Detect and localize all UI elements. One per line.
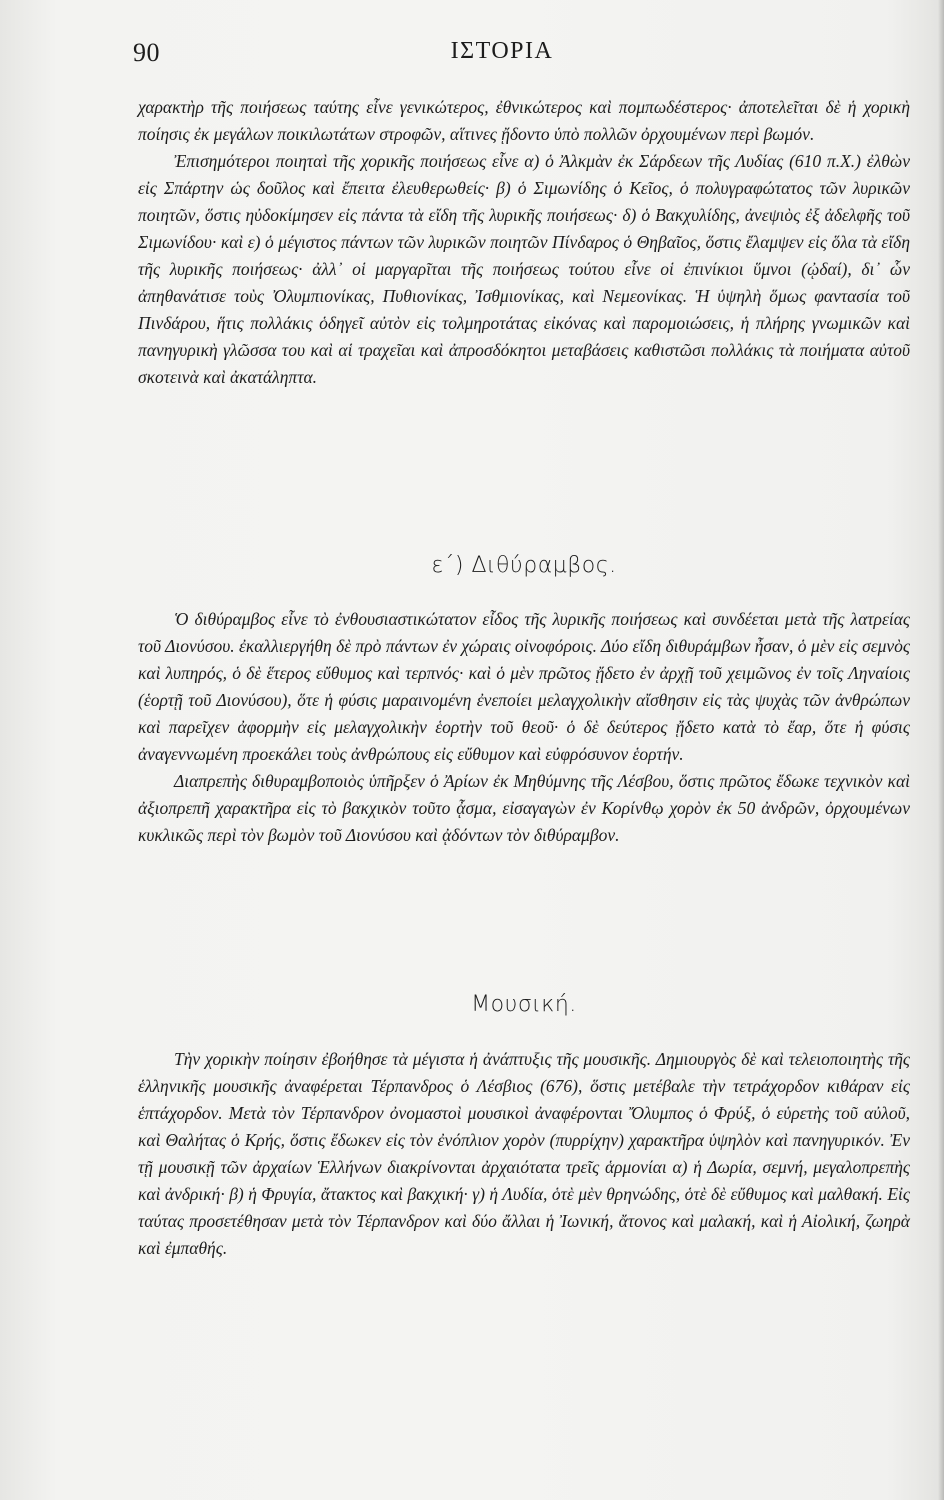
page-number: 90 — [133, 38, 160, 67]
dithyramb-text-block — [138, 606, 910, 849]
section-heading-dithyramb: ε΄) Διθύραμβος. — [431, 553, 617, 578]
section-heading-music: Μουσική. — [471, 992, 577, 1017]
paragraph-choral-poets: Ἐπισημότεροι ποιηταὶ τῆς χορικῆς ποιήσεως εἶνε α) ὁ Ἀλκμὰν ἐκ Σάρδεων τῆς Λυδίας (610 π.Χ.) ἐλθὼν εἰς Σπάρτην ὡς δοῦλος καὶ ἔπειτα ἐλευθερωθείς· β) ὁ Σιμωνίδης ὁ Κεῖος, ὁ πολυγραφώτατος τῶν λυρικῶν ποιητῶν, ὅστις ηὐδοκίμησεν εἰς πάντα τὰ εἴδη τῆς λυρικῆς ποιήσεως· δ) ὁ Βακχυλίδης, ἀνεψιὸς ἐξ ἀδελφῆς τοῦ Σιμωνίδου· καὶ ε) ὁ μέγιστος πάντων τῶν λυρικῶν ποιητῶν Πίνδαρος ὁ Θηβαῖος, ὅστις ἔλαμψεν εἰς ὅλα τὰ εἴδη τῆς λυρικῆς ποιήσεως· ἀλλ᾽ οἱ μαργαρῖται τῆς ποιήσεως τούτου εἶνε οἱ ἐπινίκιοι ὕμνοι (ᾠδαί), δι᾽ ὧν ἀπηθανάτισε τοὺς Ὀλυμπιονίκας, Πυθιονίκας, Ἰσθμιονίκας, καὶ Νεμεονίκας. Ἡ ὑψηλὴ ὅμως φαντασία τοῦ Πινδάρου, ἥτις πολλάκις ὁδηγεῖ αὐτὸν εἰς τολμηροτάτας εἰκόνας καὶ παρομοιώσεις, ἡ πλήρης γνωμικῶν καὶ πανηγυρικὴ γλῶσσα του καὶ αἱ τραχεῖαι καὶ ἀπροσδόκητοι μεταβάσεις καθιστῶσι πολλάκις τὰ ποιήματα αὐτοῦ σκοτεινὰ καὶ ἀκατάληπτα. — [138, 151, 910, 387]
paragraph-arion: Διαπρεπὴς διθυραμβοποιὸς ὑπῆρξεν ὁ Ἀρίων ἐκ Μηθύμνης τῆς Λέσβου, ὅστις πρῶτος ἔδωκε τεχνικὸν καὶ ἀξιοπρεπῆ χαρακτῆρα εἰς τὸ βακχικὸν τοῦτο ᾆσμα, εἰσαγαγὼν ἐν Κορίνθῳ χορὸν ἐκ 50 ἀνδρῶν, ὀρχουμένων κυκλικῶς περὶ τὸν βωμὸν τοῦ Διονύσου καὶ ᾀδόντων τὸν διθύραμβον. — [138, 771, 910, 845]
paragraph-dithyramb-description: Ὁ διθύραμβος εἶνε τὸ ἐνθουσιαστικώτατον εἶδος τῆς λυρικῆς ποιήσεως καὶ συνδέεται μετὰ τῆς λατρείας τοῦ Διονύσου. ἐκαλλιεργήθη δὲ πρὸ πάντων ἐν χώραις οἰνοφόροις. Δύο εἴδη διθυράμβων ἦσαν, ὁ μὲν εἰς σεμνὸς καὶ λυπηρός, ὁ δὲ ἕτερος εὔθυμος καὶ τερπνός· καὶ ὁ μὲν πρῶτος ᾔδετο ἐν ἀρχῇ τοῦ χειμῶνος ἐν τοῖς Ληναίοις (ἑορτῇ τοῦ Διονύσου), ὅτε ἡ φύσις μαραινομένη ἐνεποίει μελαγχολικὴν αἴσθησιν εἰς τὰς ψυχὰς τῶν ἀνθρώπων καὶ παρεῖχεν ἀφορμὴν εἰς μελαγχολικὴν ἑορτὴν τοῦ θεοῦ· ὁ δὲ δεύτερος ᾔδετο κατὰ τὸ ἔαρ, ὅτε ἡ φύσις ἀναγεννωμένη προεκάλει τοὺς ἀνθρώπους εἰς εὔθυμον καὶ εὐφρόσυνον ἑορτήν. — [138, 609, 910, 764]
intro-text-block — [138, 94, 910, 391]
page-edge-shadow — [938, 0, 944, 1500]
running-head: ΙΣΤΟΡΙΑ — [450, 38, 554, 64]
paragraph-choral-poetry-intro: χαρακτὴρ τῆς ποιήσεως ταύτης εἶνε γενικώτερος, ἐθνικώτερος καὶ πομπωδέστερος· ἀποτελεῖται δὲ ἡ χορικὴ ποίησις ἐκ μεγάλων ποικιλωτάτων στροφῶν, αἵτινες ᾔδοντο ὑπὸ πολλῶν ὀρχουμένων περὶ βωμόν. — [138, 97, 910, 144]
music-text-block — [138, 1046, 910, 1262]
paragraph-music: Τὴν χορικὴν ποίησιν ἐβοήθησε τὰ μέγιστα ἡ ἀνάπτυξις τῆς μουσικῆς. Δημιουργὸς δὲ καὶ τελειοποιητὴς τῆς ἑλληνικῆς μουσικῆς ἀναφέρεται Τέρπανδρος ὁ Λέσβιος (676), ὅστις μετέβαλε τὴν τετράχορδον κιθάραν εἰς ἑπτάχορδον. Μετὰ τὸν Τέρπανδρον ὀνομαστοὶ μουσικοὶ ἀναφέρονται Ὄλυμπος ὁ Φρύξ, ὁ εὑρετὴς τοῦ αὐλοῦ, καὶ Θαλήτας ὁ Κρής, ὅστις ἔδωκεν εἰς τὸν ἐνόπλιον χορὸν (πυρρίχην) χαρακτῆρα ὑψηλὸν καὶ πανηγυρικόν. Ἐν τῇ μουσικῇ τῶν ἀρχαίων Ἑλλήνων διακρίνονται ἀρχαιότατα τρεῖς ἁρμονίαι α) ἡ Δωρία, σεμνή, μεγαλοπρεπὴς καὶ ἀνδρική· β) ἡ Φρυγία, ἄτακτος καὶ βακχική· γ) ἡ Λυδία, ὁτὲ μὲν θρηνώδης, ὁτὲ δὲ εὔθυμος καὶ μαλθακή. Εἰς ταύτας προσετέθησαν μετὰ τὸν Τέρπανδρον καὶ δύο ἄλλαι ἡ Ἰωνική, ἄτονος καὶ μαλακή, καὶ ἡ Αἰολική, ζωηρὰ καὶ ἐμπαθής. — [138, 1049, 910, 1258]
